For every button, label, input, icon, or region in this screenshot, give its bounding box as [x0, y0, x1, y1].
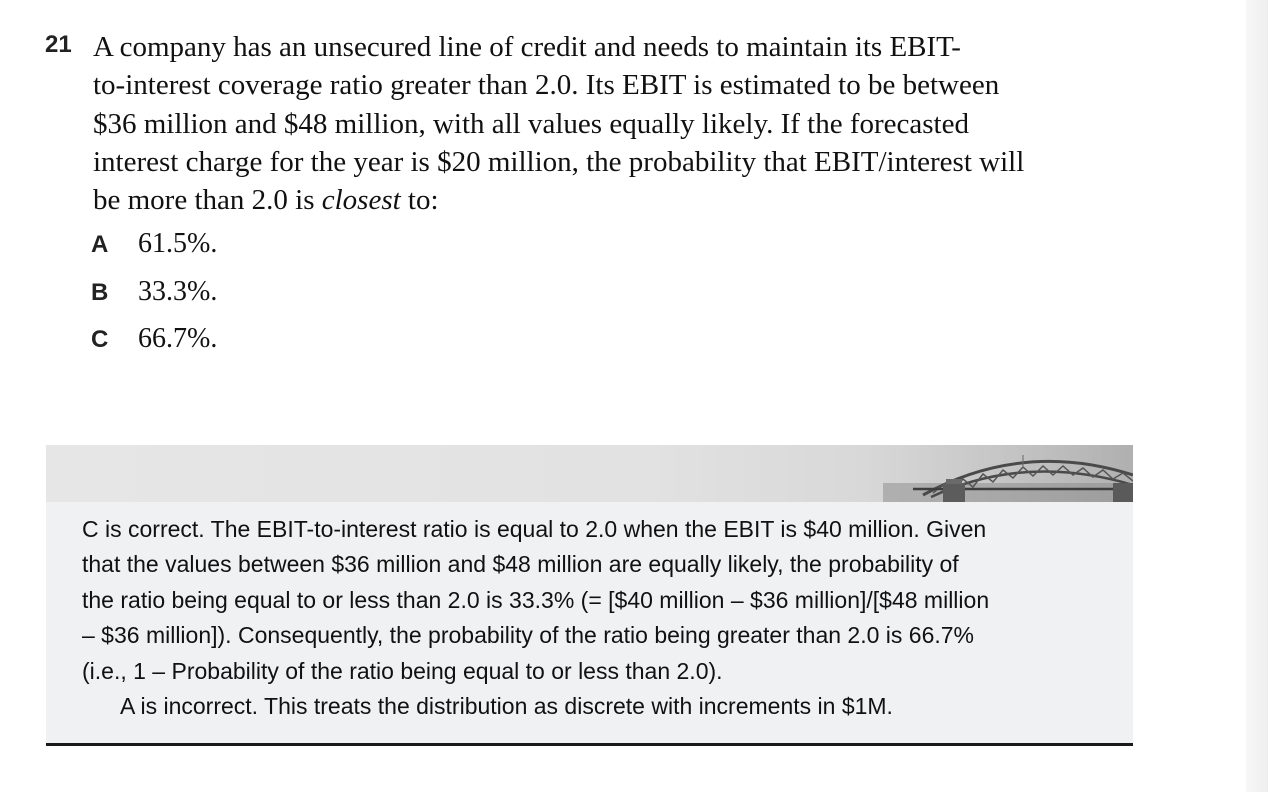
bridge-illustration-icon: [813, 445, 1133, 502]
page-edge-strip: [1246, 0, 1268, 792]
question-line: $36 million and $48 million, with all values equally likely. If the forecasted: [93, 107, 969, 140]
answer-option-c[interactable]: [91, 323, 217, 355]
solution-text: [82, 512, 1122, 724]
solution-line: C is correct. The EBIT-to-interest ratio is equal to 2.0 when the EBIT is $40 million. Given: [82, 516, 987, 542]
option-value: 61.5%.: [138, 228, 218, 259]
solution-header-band: [46, 445, 1133, 502]
option-letter: A: [91, 231, 109, 258]
question-line: interest charge for the year is $20 million, the probability that EBIT/interest will: [93, 145, 1025, 178]
answer-option-b[interactable]: [91, 276, 217, 308]
solution-line: that the values between $36 million and $48 million are equally likely, the probability of: [82, 551, 959, 578]
solution-line-incorrect-a: A is incorrect. This treats the distribution as discrete with increments in $1M.: [120, 693, 893, 720]
question-number: 21: [45, 31, 72, 58]
solution-line: the ratio being equal to or less than 2.0 is 33.3% (= [$40 million – $36 million]/[$48 million: [82, 586, 990, 613]
answer-option-a[interactable]: [91, 228, 217, 260]
question-line: to-interest coverage ratio greater than 2.0. Its EBIT is estimated to be between: [93, 69, 1000, 102]
option-value: 66.7%.: [138, 323, 218, 354]
question-emphasis: closest: [321, 184, 401, 217]
solution-line: (i.e., 1 – Probability of the ratio being equal to or less than 2.0).: [82, 657, 723, 684]
option-letter: B: [91, 279, 109, 306]
question-line-last: [93, 181, 1143, 219]
option-letter: C: [91, 326, 109, 353]
question-line-start: be more than 2.0 is: [93, 184, 322, 217]
question-text: [93, 28, 1143, 219]
option-value: 33.3%.: [138, 276, 218, 307]
solution-line: – $36 million]). Consequently, the probability of the ratio being greater than 2.0 is 66.7%: [82, 622, 975, 649]
question-line-end: to:: [400, 184, 439, 217]
question-line: A company has an unsecured line of credit and needs to maintain its EBIT-: [93, 31, 961, 63]
